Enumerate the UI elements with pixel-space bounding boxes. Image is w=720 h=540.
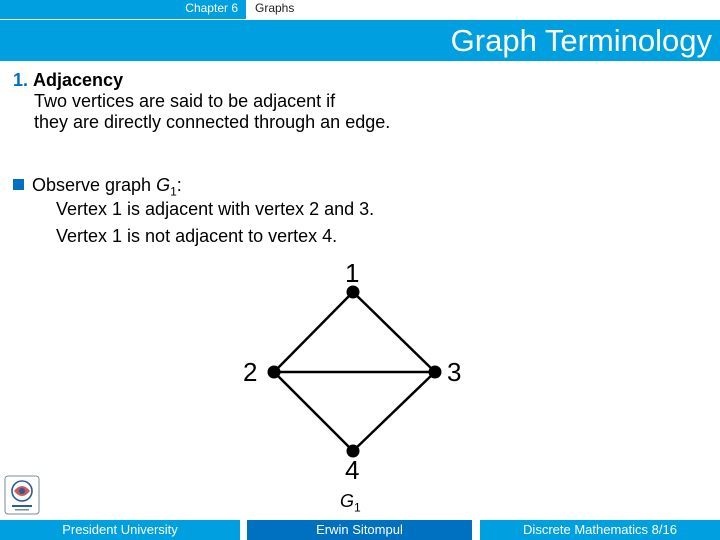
- slide-title: Graph Terminology: [450, 23, 712, 58]
- bullet-graph-sub: 1: [170, 184, 177, 199]
- footer: [0, 520, 720, 540]
- observation-line-1: Vertex 1 is adjacent with vertex 2 and 3.: [56, 199, 375, 219]
- edge-1-3: [353, 292, 435, 372]
- footer-author: Erwin Sitompul: [247, 520, 472, 540]
- graph-caption: [340, 491, 361, 519]
- vertex-label-1: 1: [345, 258, 360, 288]
- university-logo-icon: [4, 475, 40, 515]
- observation-line-2: Vertex 1 is not adjacent to vertex 4.: [56, 226, 338, 246]
- vertex-label-3: 3: [447, 357, 462, 387]
- edge-3-4: [353, 372, 435, 451]
- definition-line-2: they are directly connected through an edge.: [34, 112, 391, 132]
- vertex-2: [268, 366, 281, 379]
- caption-sub: 1: [354, 500, 361, 515]
- section-title: Adjacency: [33, 70, 124, 90]
- bullet-graph-name: G: [156, 175, 171, 195]
- chapter-label: Chapter 6: [185, 1, 238, 15]
- footer-institution: President University: [0, 520, 240, 540]
- bullet-prefix: Observe graph: [32, 175, 157, 195]
- caption-name: G: [340, 491, 355, 511]
- square-bullet-icon: [13, 179, 24, 190]
- edge-2-4: [274, 372, 353, 451]
- definition-line-1: Two vertices are said to be adjacent if: [34, 91, 336, 111]
- topic-label: Graphs: [255, 1, 295, 15]
- section-heading: [13, 70, 123, 91]
- edge-1-2: [274, 292, 353, 372]
- vertex-label-2: 2: [243, 357, 258, 387]
- bullet-suffix: :: [176, 175, 182, 195]
- graph-diagram: [230, 255, 480, 485]
- footer-course-page: Discrete Mathematics 8/16: [480, 520, 720, 540]
- vertex-label-4: 4: [345, 455, 360, 485]
- vertex-3: [429, 366, 442, 379]
- section-number: 1.: [13, 70, 29, 90]
